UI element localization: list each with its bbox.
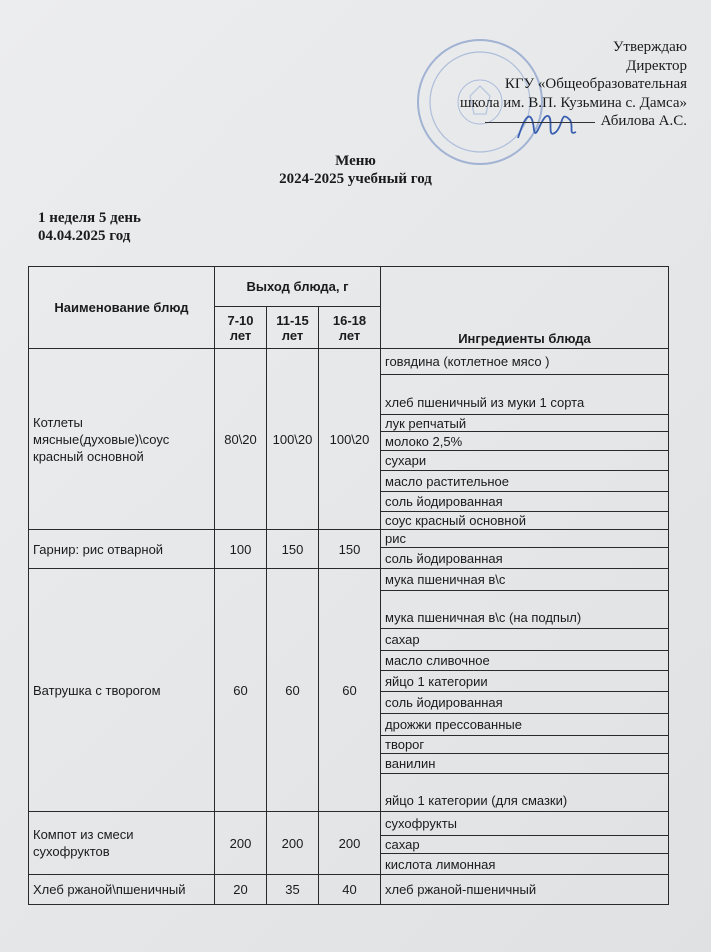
approval-line-2: Директор [626,57,687,74]
dish-output-age-1: 60 [215,569,267,812]
ingredient-cell: мука пшеничная в\с [381,569,669,591]
ingredient-cell: говядина (котлетное мясо ) [381,349,669,375]
table-row [29,812,669,836]
dish-output-age-2: 150 [267,530,319,569]
approval-signature-line [460,112,687,131]
ingredient-cell: рис [381,530,669,548]
dish-output-age-3: 60 [319,569,381,812]
title-line-2: 2024-2025 учебный год [279,171,432,187]
director-name: Абилова А.С. [600,113,687,129]
ingredient-cell: яйцо 1 категории [381,671,669,692]
header-dish: Наименование блюд [29,267,215,349]
approval-block [460,38,687,131]
ingredient-cell: кислота лимонная [381,854,669,875]
ingredient-cell: дрожжи прессованные [381,714,669,736]
document-title [0,152,711,188]
approval-line-4: школа им. В.П. Кузьмина с. Дамса» [459,94,687,111]
header-age-11-15: 11-15 лет [267,307,319,349]
dish-output-age-1: 80\20 [215,349,267,530]
dish-output-age-2: 35 [267,875,319,905]
ingredient-cell: соль йодированная [381,692,669,714]
menu-table [28,266,669,905]
title-line-1: Меню [335,153,376,169]
ingredient-cell: сахар [381,629,669,651]
dish-output-age-2: 200 [267,812,319,875]
ingredient-cell: яйцо 1 категории (для смазки) [381,774,669,812]
ingredient-cell: соль йодированная [381,492,669,512]
week-day: 1 неделя 5 день [38,210,141,226]
menu-date: 04.04.2025 год [38,228,131,244]
dish-output-age-1: 200 [215,812,267,875]
ingredient-cell: ванилин [381,754,669,774]
dish-output-age-3: 40 [319,875,381,905]
ingredient-cell: соль йодированная [381,548,669,569]
ingredient-cell: масло растительное [381,471,669,492]
header-age-16-18: 16-18 лет [319,307,381,349]
approval-line-1: Утверждаю [612,39,687,55]
header-output: Выход блюда, г [215,267,381,307]
dish-name: Хлеб ржаной\пшеничный [29,875,215,905]
header-ingredients: Ингредиенты блюда [381,267,669,349]
table-row [29,349,669,375]
dish-output-age-2: 100\20 [267,349,319,530]
ingredient-cell: лук репчатый [381,415,669,432]
dish-output-age-3: 200 [319,812,381,875]
table-row [29,875,669,905]
ingredient-cell: творог [381,736,669,754]
table-row [29,569,669,591]
header-age-7-10: 7-10 лет [215,307,267,349]
dish-name: Котлеты мясные(духовые)\соус красный основной [29,349,215,530]
signature-underline [485,122,595,123]
ingredient-cell: соус красный основной [381,512,669,530]
dish-output-age-3: 100\20 [319,349,381,530]
table-row [29,530,669,548]
ingredient-cell: сухари [381,451,669,471]
ingredient-cell: сухофрукты [381,812,669,836]
week-info [38,209,141,245]
dish-name: Компот из смеси сухофруктов [29,812,215,875]
dish-name: Гарнир: рис отварной [29,530,215,569]
approval-line-3: КГУ «Общеобразовательная [504,76,687,92]
ingredient-cell: молоко 2,5% [381,432,669,451]
ingredient-cell: хлеб пшеничный из муки 1 сорта [381,375,669,415]
dish-output-age-2: 60 [267,569,319,812]
ingredient-cell: сахар [381,836,669,854]
ingredient-cell: хлеб ржаной-пшеничный [381,875,669,905]
ingredient-cell: мука пшеничная в\с (на подпыл) [381,591,669,629]
dish-output-age-3: 150 [319,530,381,569]
menu-table-body [29,349,669,905]
dish-output-age-1: 100 [215,530,267,569]
dish-name: Ватрушка с творогом [29,569,215,812]
dish-output-age-1: 20 [215,875,267,905]
ingredient-cell: масло сливочное [381,651,669,671]
